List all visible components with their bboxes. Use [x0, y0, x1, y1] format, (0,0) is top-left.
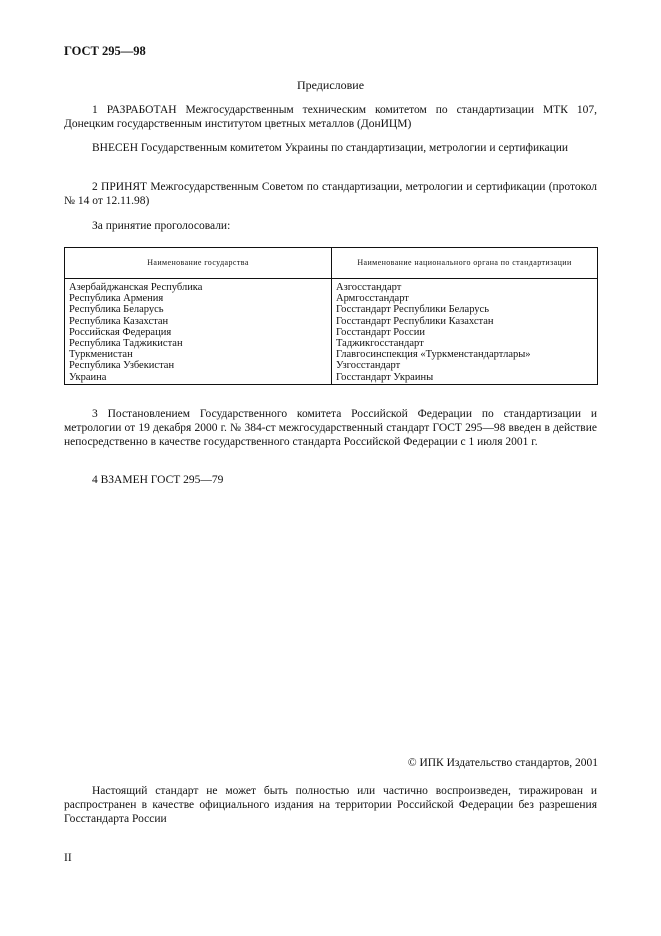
table-cell-body: Госстандарт Республики Казахстан	[332, 316, 598, 327]
table-cell-body: Госстандарт Украины	[332, 372, 598, 385]
table-cell-state: Республика Узбекистан	[65, 360, 332, 371]
table-row	[65, 360, 598, 371]
table-header-row	[65, 248, 598, 279]
table-cell-state: Азербайджанская Республика	[65, 279, 332, 294]
paragraph-submitted: ВНЕСЕН Государственным комитетом Украины по стандартизации, метрологии и сертификации	[92, 142, 569, 154]
table-row	[65, 327, 598, 338]
table-header-body: Наименование национального органа по стандартизации	[332, 248, 598, 279]
table-cell-body: Госстандарт Республики Беларусь	[332, 304, 598, 315]
paragraph-enacted: 3 Постановлением Государственного комитета Российской Федерации по стандартизации и метрологии от 19 декабря 2000 г. № 384-ст межгосударственный стандарт ГОСТ 295—98 введен в действие непосредственно в качестве государственного стандарта Российской Федерации с 1 июля 2001 г.	[64, 408, 597, 448]
table-cell-body: Узгосстандарт	[332, 360, 598, 371]
table-row	[65, 372, 598, 385]
page-number: II	[64, 852, 72, 864]
table-row	[65, 349, 598, 360]
table-cell-state: Российская Федерация	[65, 327, 332, 338]
table-cell-state: Республика Армения	[65, 293, 332, 304]
paragraph-adopted: 2 ПРИНЯТ Межгосударственным Советом по стандартизации, метрологии и сертификации (протокол № 14 от 12.11.98)	[64, 181, 597, 207]
table-cell-body: Таджикгосстандарт	[332, 338, 598, 349]
copyright-line: © ИПК Издательство стандартов, 2001	[407, 757, 598, 769]
table-cell-state: Туркменистан	[65, 349, 332, 360]
paragraph-developed: 1 РАЗРАБОТАН Межгосударственным техническим комитетом по стандартизации МТК 107, Донецким государственным институтом цветных металлов (ДонИЦМ)	[64, 104, 597, 130]
table-row	[65, 316, 598, 327]
table-row	[65, 279, 598, 294]
table-cell-body: Госстандарт России	[332, 327, 598, 338]
voting-table	[64, 247, 598, 385]
document-code-header: ГОСТ 295—98	[64, 44, 146, 58]
table-cell-body: Азгосстандарт	[332, 279, 598, 294]
paragraph-voted: За принятие проголосовали:	[92, 220, 231, 232]
table-row	[65, 304, 598, 315]
reproduction-notice: Настоящий стандарт не может быть полностью или частично воспроизведен, тиражирован и распространен в качестве официального издания на территории Российской Федерации без разрешения Госстандарта России	[64, 785, 597, 825]
table-row	[65, 338, 598, 349]
paragraph-replaces: 4 ВЗАМЕН ГОСТ 295—79	[92, 474, 224, 486]
table-cell-body: Армгосстандарт	[332, 293, 598, 304]
table-cell-state: Республика Казахстан	[65, 316, 332, 327]
section-title: Предисловие	[296, 78, 365, 92]
table-cell-state: Украина	[65, 372, 332, 385]
table-row	[65, 293, 598, 304]
table-cell-state: Республика Беларусь	[65, 304, 332, 315]
table-cell-body: Главгосинспекция «Туркменстандартлары»	[332, 349, 598, 360]
table-header-state: Наименование государства	[65, 248, 332, 279]
table-cell-state: Республика Таджикистан	[65, 338, 332, 349]
